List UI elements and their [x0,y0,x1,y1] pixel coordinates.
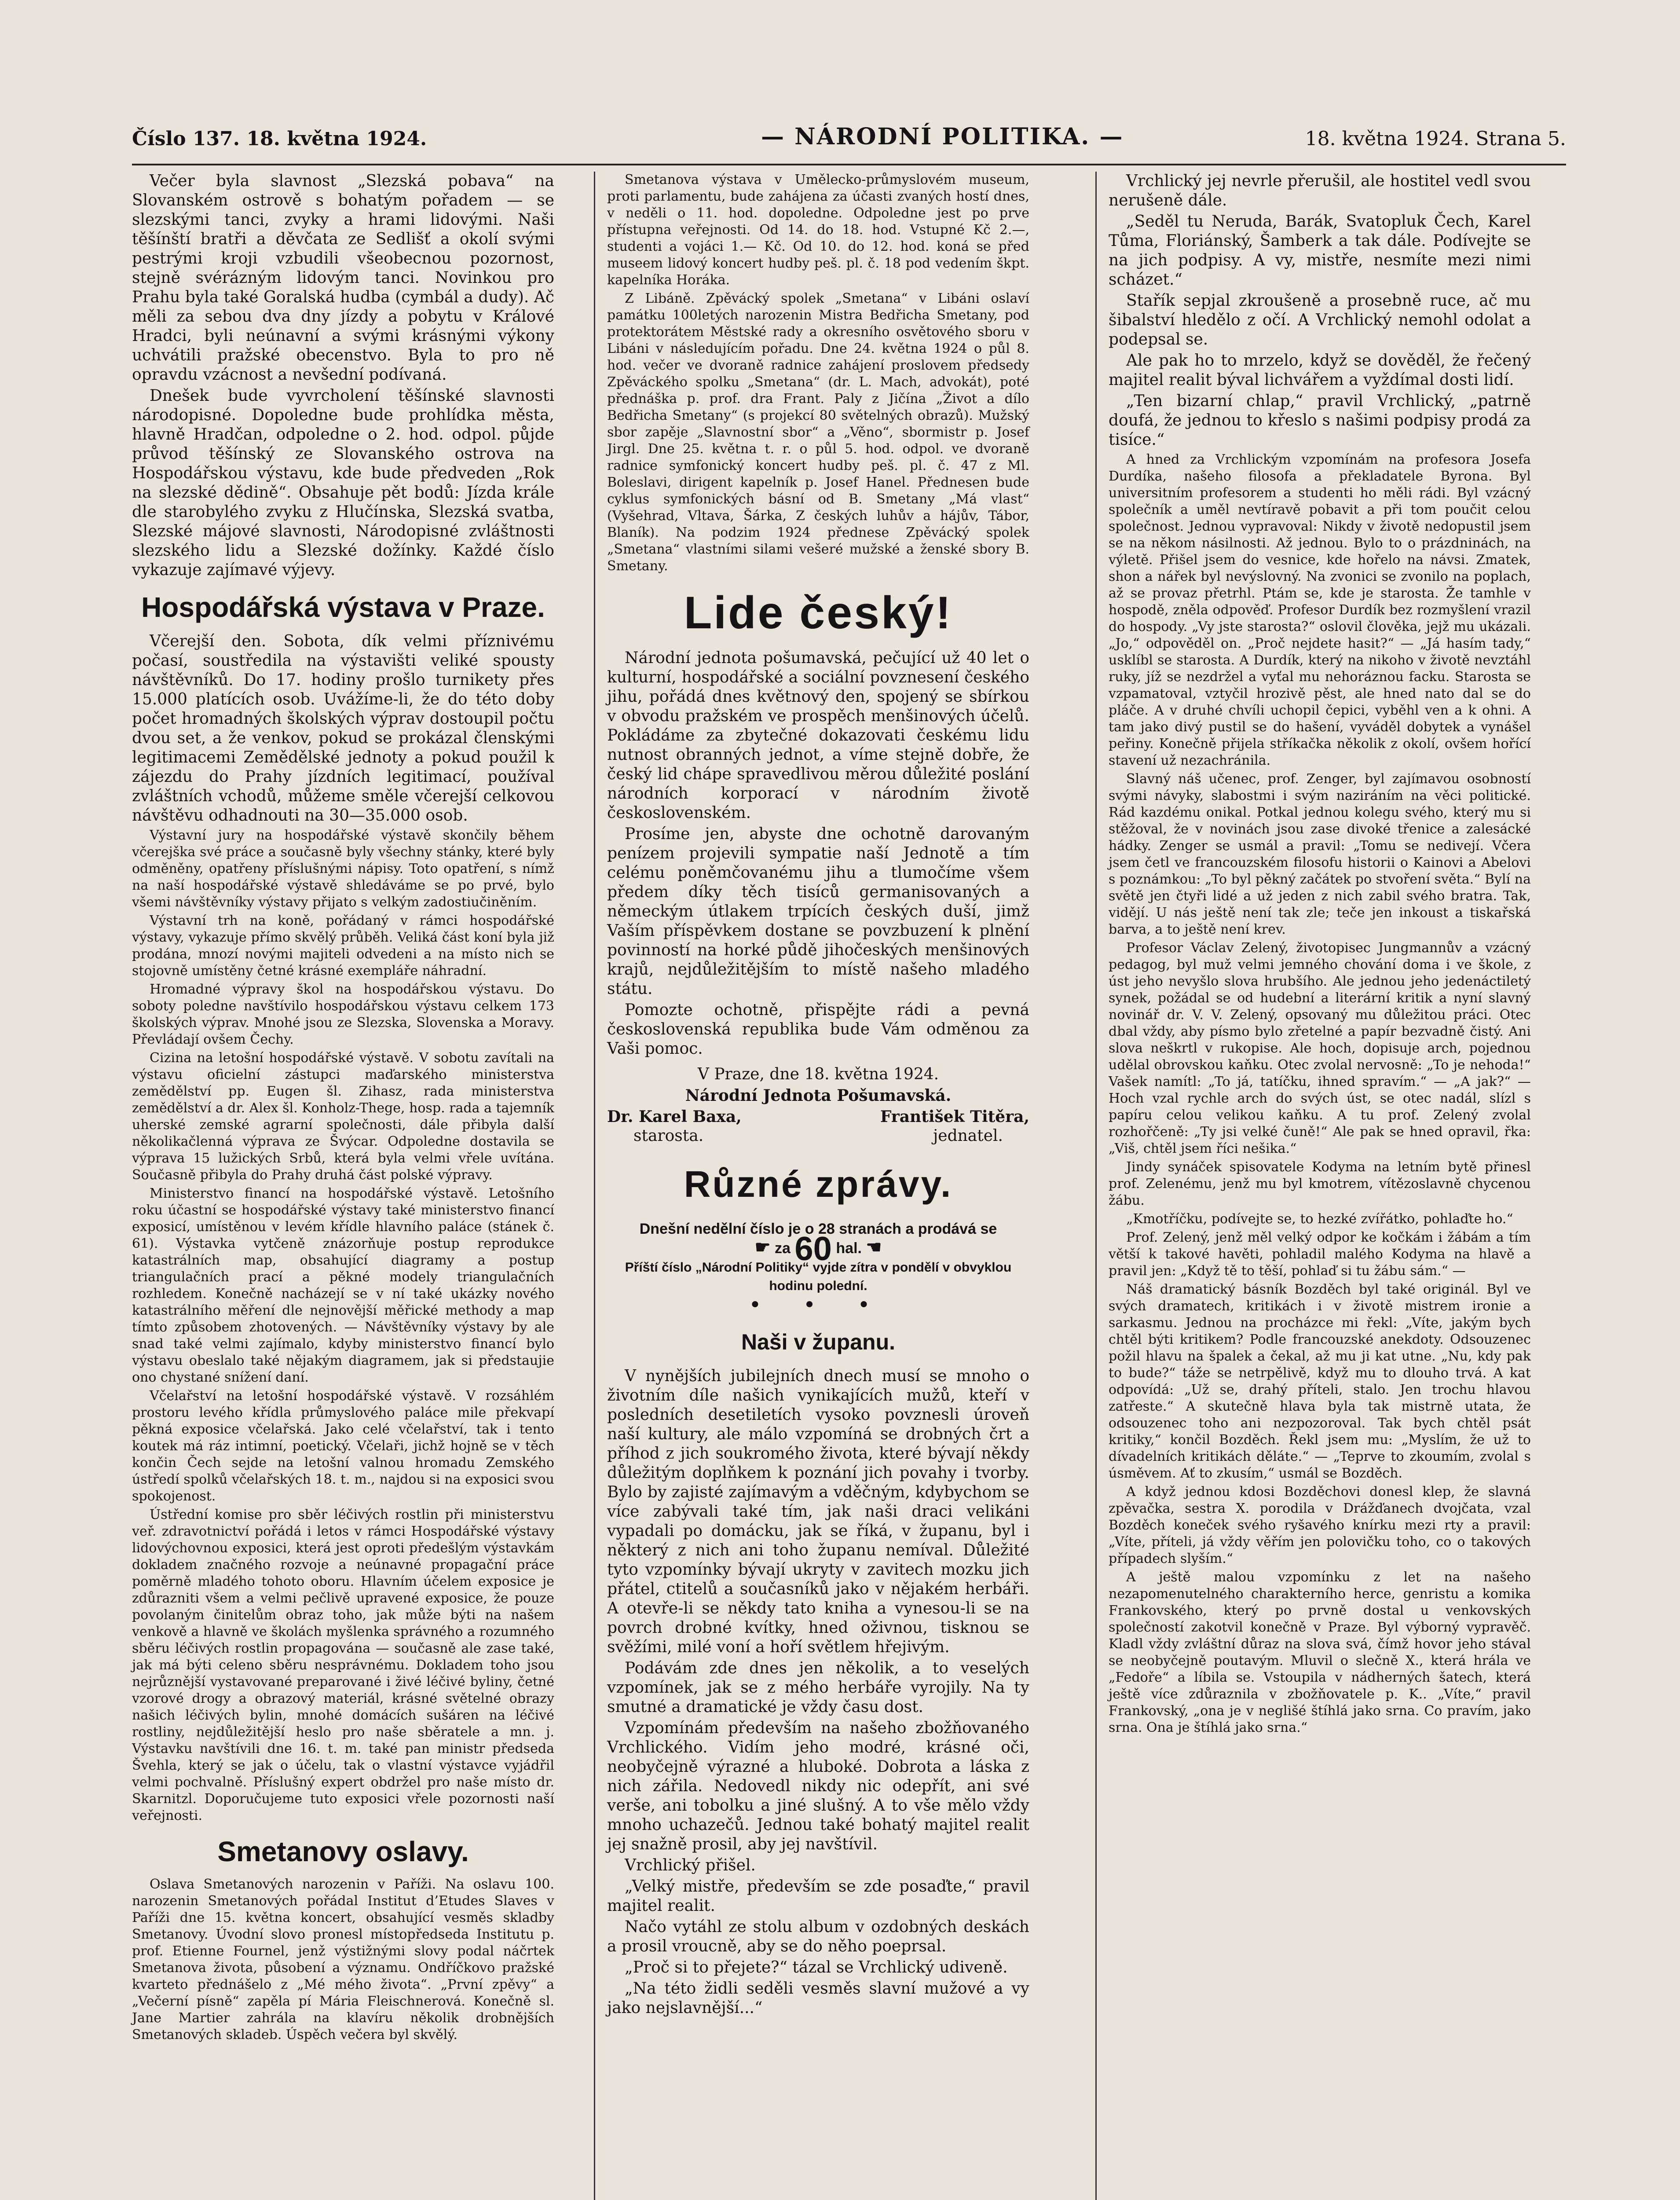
article-paragraph: Vrchlický přišel. [625,1856,756,1875]
organization-name: Národní Jednota Pošumavská. [685,1086,952,1105]
header-rule [132,164,1566,165]
article-paragraph: Profesor Václav Zelený, životopisec Jungmannův a vzácný pedagog, byl muž velmi jemného chování doma i ve škole, z úst jeho nevyšlo slova hrubšího. Ale jednou jeho jedenáctiletý synek, požádal se od hudební a literární kritik a nyní slavný novinář dr. V. V. Zelený, opsovaný mu důležitou práci. Otec dbal vždy, aby písmo bylo zřetelné a papír bezvadně čistý. Ani slova neškrtl v rukopise. Ale hoch, dopisuje arch, pojednou udělal obrovskou kaňku. Otec zvolal nervosně: „To je nehoda!“ Vašek namítl: „To já, tatíčku, ihned spravím.“ — „A jak?“ — Hoch vzal rychle arch do svých úst, se otec nadál, slízl s papíru celou velikou kaňku. A tu prof. Zelený zvolal rozhořčeně: „Ty jsi velké čuně!“ Ale pak se hned opravil, řka: „Viš, chtěl jsem říci nešika.“ [1109,940,1531,1156]
article-paragraph: Včerejší den. Sobota, dík velmi příznivému počasí, soustředila na výstavišti veliké spousty návštěvníků. Do 17. hodiny prošlo turnikety přes 15.000 platících osob. Uvážíme-li, že do této doby počet hromadných školských výprav dostoupil počtu dvou set, a že venkov, pokud se prokázal členskými legitimacemi Zemědělské jednoty a pokud použil k zájezdu do Prahy jízdních legitimací, používal zvláštních vchodů, můžeme směle včerejší celkovou návštěvu odhadnouti na 30—35.000 osob. [132,632,554,825]
article-paragraph: Slavný náš učenec, prof. Zenger, byl zajímavou osobností svými návyky, slabostmi i svým naziráním na věci politické. Rád kazdému onikal. Potkal jednou kolegu svého, který mu si stěžoval, že v novinách jsou zase divoké třenice a zalesácké hádky. Zenger se usmál a pravil: „Tomu se nedivejí. Včera jsem četl ve francouzském filosofu historii o Kainovi a Abelovi s poznámkou: „To byl pěkný začátek po stvoření světa.“ Bylí na světě jen čtyři lidé a už jeden z nich zabil svého bratra. Tak, vidějí. U nás ještě není tak zle; teče jen inkoust a tiskařská barva, a to ještě není krev. [1109,771,1531,937]
article-paragraph: „Kmotříčku, podívejte se, to hezké zvířátko, pohlaďte ho.“ [1126,1211,1513,1227]
column-2 [607,172,1029,2020]
section-heading-ruzne: Různé zprávy. [684,1163,953,1205]
dateline: V Praze, dne 18. května 1924. [697,1065,939,1083]
pointing-hand-right-icon: ☛ [754,1238,771,1257]
signature-roles [607,1126,1029,1146]
promo-note-pages: Dnešní nedělní číslo je o 28 stranách a prodává se [639,1221,997,1237]
article-paragraph: „Ten bizarní chlap,“ pravil Vrchlický, „patrně doufá, že jednou to křeslo s našimi podpisy prodá za tisíce.“ [1109,392,1531,449]
promo-next-issue: Příští číslo „Národní Politiky“ vyjde zítra v pondělí v obvyklou hodinu polední. [625,1260,1012,1294]
pointing-hand-left-icon: ☚ [866,1238,882,1257]
article-paragraph: Oslava Smetanových narozenin v Paříži. Na oslavu 100. narozenin Smetanových pořádal Institut d’Etudes Slaves v Paříži dne 15. května koncert, obsahující vesměs skladby Smetanovy. Úvodní slovo pronesl místopředseda Institutu p. prof. Etienne Fournel, jenž výstižnými slovy podal náčrtek Smetanova života, působení a významu. Ondříčkovo pražské kvarteto přednášelo z „Mé mého života“. „První zpěvy“ a „Večerní písně“ zapěla pí Mária Fleischnerová. Konečně sl. Jane Martier zahrála na klavíru několik drobnějších Smetanových skladeb. Úspěch večera byl skvělý. [132,1877,554,2042]
article-paragraph: Výstavní jury na hospodářské výstavě skončily během včerejška své práce a současně byly všechny stánky, které byly odměněny, opatřeny příslušnými nápisy. Toto opatření, s nímž na naší hospodářské výstavě shledáváme se po prvé, bylo všemi návštěvníky výstavy přijato s velkým zadostiučiněním. [132,828,554,910]
article-paragraph: Ale pak ho to mrzelo, když se dověděl, že řečený majitel realit býval lichvářem a vyždímal dosti lidí. [1109,352,1531,389]
article-paragraph: A hned za Vrchlickým vzpomínám na profesora Josefa Durdíka, našeho filosofa a překladatele Byrona. Byl universitním profesorem a studenti ho měli rádi. Byl vzácný společník a uměl nevtíravě pobavit a při tom poučit celou společnost. Jednou vypravoval: Nikdy v životě nedopustil jsem se na někom násilnosti. Až jednou. Bylo to o prázdninách, na výletě. Přišel jsem do vesnice, kde hořelo na návsi. Zmatek, shon a nářek byl nevýslovný. Na zvonici se zvonilo na poplach, až se provaz přetrhl. Ptám se, kde je starosta. Že tamhle v hospodě, zněla odpověď. Profesor Durdík bez rozmyšlení vrazil do hospody. „Vy jste starosta?“ oslovil člověka, jejž mu ukázali. „Jo,“ odpověděl on. „Proč nejdete hasit?“ — „Já hasím tady,“ usklíbl se starosta. A Durdík, který na nikoho v životě nevztáhl ruky, jíž se nezdržel a vyťal mu nehoráznou facku. Starosta se vzpamatoval, vztyčil hrozivě pěst, ale hned nato dal se do pláče. A v druhé chvíli uchopil čepici, vyběhl ven a k ohni. A tam jako divý pustil se do hašení, vyváděl dobytek a vynášel peřiny. Konečně přijela stříkačka několik z okolí, ovšem hořící stavení už nezachránila. [1109,452,1531,768]
promo-price-line [607,1230,1029,1268]
section-heading-vystava: Hospodářská výstava v Praze. [141,591,545,623]
signatures [607,1107,1029,1126]
column-3 [1109,172,1531,1738]
column-divider-2 [1095,172,1097,2200]
article-paragraph: Vzpomínám především na našeho zbožňovaného Vrchlického. Vidím jeho modré, krásné oči, neobyčejně výrazné a hluboké. Dobrota a láska z nich zářila. Nedovedl nikdy nic odepřít, ani své verše, ani tobolku a jiné slušný. A to vše mělo vždy mnoho uchazečů. Jednou také bohatý majitel realit jej snažně prosil, aby jej navštívil. [607,1719,1029,1854]
appeal-paragraph: Národní jednota pošumavská, pečující už 40 let o kulturní, hospodářské a sociální povznesení českého jihu, pořádá dnes květnový den, spojený se sbírkou v obvodu pražském ve prospěch menšinových účelů. Pokládáme za zbytečné dokazovati českému lidu nutnost obranných jednot, a víme stejně dobře, že český lid chápe spravedlivou měrou důležité poslání národních korporací v národním životě československém. [607,649,1029,822]
signature-left-role: starosta. [633,1127,704,1145]
article-paragraph: Výstavní trh na koně, pořádaný v rámci hospodářské výstavy, vykazuje přímo skvělý průběh. Veliká část koní byla již prodána, mnozí novými majiteli odvedeni a na místo nich se stojovně umístěny četné krásné exempláře náhradní. [132,913,554,979]
article-paragraph: „Velký mistře, především se zde posaďte,“ pravil majitel realit. [607,1877,1029,1915]
article-paragraph: „Proč si to přejete?“ tázal se Vrchlický udiveně. [625,1958,1008,1977]
article-paragraph: Načo vytáhl ze stolu album v ozdobných deskách a prosil vroucně, aby se do něho poeprsal. [607,1918,1029,1956]
article-paragraph: Jindy synáček spisovatele Kodyma na letním bytě přinesl prof. Zelenému, jenž mu byl kmotrem, vítězoslavně chycenou žábu. [1109,1159,1531,1208]
article-paragraph: A když jednou kdosi Bozděchovi donesl klep, že slavná zpěvačka, sestra X. porodila v Drážďanech dvojčata, vzal Bozděch koneček svého ryšavého knírku mezi rty a pravil: „Víte, příteli, já vždy věřím jen polovičku toho, co o takových případech slyším.“ [1109,1484,1531,1566]
section-heading-zupan: Naši v županu. [741,1330,896,1355]
promo-hal: hal. [836,1240,862,1257]
article-paragraph: Podávám zde dnes jen několik, a to veselých vzpomínek, jak se z mého herbáře vyrojily. Na ty smutné a dramatické je vždy času dost. [607,1659,1029,1716]
signature-right-name: František Titěra, [880,1107,1029,1126]
separator-dots: • • • [749,1293,888,1318]
article-paragraph: Večer byla slavnost „Slezská pobava“ na Slovanském ostrově s bohatým pořadem — se slezskými tanci, zvyky a hrami lidovými. Naši těšínští bratři a děvčata ze Sedlišť a okolí svými pestrými kroji vzbudili všeobecnou pozornost, stejně svérázným lidovým tanci. Novinkou pro Prahu byla také Goralská hudba (cymbál a dudy). Ač měli za sebou dva dny jízdy a pobytu v Králové Hradci, byli neúnavní a svými krásnými výkony uchvátili pražské obecenstvo. Byla to pro ně opravdu vzácnost a nevšední podívaná. [132,172,554,384]
article-paragraph: Vrchlický jej nevrle přerušil, ale hostitel vedl svou nerušeně dále. [1109,172,1531,209]
appeal-heading: Lide český! [684,587,953,638]
page-header [132,123,1566,158]
article-paragraph: Náš dramatický básník Bozděch byl také originál. Byl ve svých dramatech, kritikách i v životě mistrem ironie a sarkasmu. Jednou na procházce mi řekl: „Víte, jakým bych chtěl býti kritikem? Podle francouzské anekdoty. Odsouzenec požil hlavu na špalek a čekal, až mu ji kat utne. „Nu, kdy pak to bude?“ táže se netrpělivě, když mu to dlouho trvá. A kat odpovídá: „Už se, drahý příteli, stalo. Jen trochu hlavou zatřeste.“ A skutečně hlava byla tak mistrně utata, že odsouzenec toho ani nezpozoroval. Tak bych chtěl psát kritiky,“ končil Bozděch. Řekl jsem mu: „Myslím, že už to dívadelních kritikách děláte.“ — „Teprve to zkoumím, zvolal s úsměvem. Ať to zkusím,“ usmál se Bozděch. [1109,1282,1531,1481]
column-1 [132,172,554,2045]
promo-za: za [775,1240,791,1257]
issue-number-date: Číslo 137. 18. května 1924. [132,128,427,150]
promo-price: 60 [794,1230,832,1268]
appeal-paragraph: Prosíme jen, abyste dne ochotně darovaným penízem projevili sympatie naší Jednotě a tím celému poněmčovanému jihu a tlumočíme všem předem díky těch tisíců germanisovaných a německým útlakem trpících českých duší, jimž Vaším příspěvkem dostane se povzbuzení k plnění povinností na horké půdě jihočeských menšinových krajů, nejdůležitějším to místě našeho mladého státu. [607,825,1029,998]
article-paragraph: Smetanova výstava v Umělecko-průmyslovém museum, proti parlamentu, bude zahájena za účasti zvaných hostí dnes, v neděli o 11. hod. dopoledne. Odpoledne jest po prve přístupna veřejnosti. Od 14. do 18. hod. Vstupné Kč 2.—, studenti a vojáci 1.— Kč. Od 10. do 12. hod. koná se před museem lidový koncert hudby peš. pl. č. 18 pod vedením škpt. kapelníka Horáka. [607,172,1029,288]
article-paragraph: V nynějších jubilejních dnech musí se mnoho o životním díle našich vynikajících mužů, kteří v posledních desetiletích vysoko povznesli úroveň naší kultury, ale málo vzpomíná se drobných črt a příhod z jich soukromého života, které bývají někdy důležitým doplňkem k poznání jich povahy i tvorby. Bylo by zajisté zajímavým a vděčným, kdybychom se více zabývali také tím, jak naši draci velikáni vypadali po domácku, jak se říká, v županu, byl i některý z nich ani toho županu nemíval. Důležité tyto vzpomínky bývají ukryty v zavitech mozku jich přátel, ctitelů a současníků jako v nějakém herbáři. A otevře-li se někdy tato kniha a vynesou-li se na povrch drobné kvítky, hned oživnou, tisknou se svěžími, milé voní a hoří světlem hřejivým. [607,1367,1029,1657]
article-paragraph: „Na této židli seděli vesměs slavní mužové a vy jako nejslavnější...“ [607,1980,1029,2017]
article-paragraph: Dnešek bude vyvrcholení těšínské slavnosti národopisné. Dopoledne bude prohlídka města, hlavně Hradčan, odpoledne o 2. hod. odpol. půjde průvod těšínský ze Slovanského ostrova na Hospodářskou výstavu, kde bude předveden „Rok na slezské dědině“. Obsahuje pět bodů: Jízda krále dle starobylého zvyku z Hlučínska, Slezská svatba, Slezské májové slavnosti, Národopisné zvláštnosti slezského lidu a Slezské dožínky. Každé číslo vykazuje zajímavé výjevy. [132,387,554,579]
appeal-paragraph: Pomozte ochotně, přispějte rádi a pevná československá republika bude Vám odměnou za Vaši pomoc. [607,1001,1029,1058]
column-divider-1 [594,172,595,2200]
page-date-number: 18. května 1924. Strana 5. [1305,128,1566,150]
article-paragraph: Včelařství na letošní hospodářské výstavě. V rozsáhlém prostoru levého křídla průmyslového paláce mile překvapí pěkná exposice včelařská. Jako celé včelařství, tak i tento koutek má ráz intimní, poetický. Včelaři, jichž hojně se v těch končin Čech sejde na letošní valnou hromadu Zemského ústředí spolků včelařských 18. t. m., najdou si na exposici svou spokojenost. [132,1388,554,1504]
article-paragraph: Hromadné výpravy škol na hospodářskou výstavu. Do soboty poledne navštívilo hospodářskou výstavu celkem 173 školských výprav. Mnohé jsou ze Slezska, Slovenska a Moravy. Převládají ovšem Čechy. [132,982,554,1047]
article-paragraph: „Seděl tu Neruda, Barák, Svatopluk Čech, Karel Tůma, Floriánský, Šamberk a tak dále. Podívejte se na jich podpisy. A vy, mistře, nesmíte mezi nimi scházet.“ [1109,213,1531,289]
signature-right-role: jednatel. [933,1127,1003,1145]
article-paragraph: Cizina na letošní hospodářské výstavě. V sobotu zavítali na výstavu oficielní zástupci maďarského ministerstva zemědělství pp. Eugen šl. Zihasz, rada ministerstva zemědělství a dr. Alex šl. Konholz-Thege, hosp. rada a tajemník uherské zemské agrarní společnosti, dále přibyla další několikačlenná výprava ze Švýcar. Odpoledne dostavila se výprava 15 lužických Srbů, která byla velmi vřele uvítána. Současně přibyla do Prahy druhá část polské výpravy. [132,1050,554,1183]
article-paragraph: Ministerstvo financí na hospodářské výstavě. Letošního roku účastní se hospodářské výstavy také ministerstvo financí exposicí, umístěnou v levém křídle hlavního paláce (stánek č. 61). Výstavka vytčeně znázorňuje postup reprodukce katastrálních map, obsahující diagramy a postup triangulačních prací a pěkné modely triangulačních rozhledem. Konečně nacházejí se v ní také ukázky nového katastrálního měření dle nejnovější měřické methody a map tímto způsobem zhotovených. — Návštěvníky výstavy by ale snad také velmi zajímalo, kdyby ministerstvo financí bylo výstavu obeslalo také nějakým diagramem, jak si předstaujie ono chystané snížení daní. [132,1186,554,1385]
article-paragraph: Prof. Zelený, jenž měl velký odpor ke kočkám i žábám a tím větší k takové havěti, pohladil malého Kodyma na hlavě a pravil jen: „Když tě to těší, pohlaď si tu žábu sám.“ — [1109,1230,1531,1279]
article-paragraph: A ještě malou vzpomínku z let na našeho nezapomenutelného charakterního herce, genristu a komika Frankovského, který po prvně dostal u venkovských společností zakotvil konečně v Praze. Byl výborný vypravěč. Kladl vždy zvláštní důraz na slova svá, čímž hovor jeho stával se neobyčejně poutavým. Mluvil o slečně X., která hrála ve „Fedoře“ a líbila se. Vstoupila v nádherných šatech, která ještě více zdůraznila v zbožňovatele p. K.. „Víte,“ pravil Frankovský, „ona je v neglišé štíhlá jako srna. Co pravím, jako srna. Ona je štíhlá jako srna.“ [1109,1569,1531,1735]
signature-left-name: Dr. Karel Baxa, [607,1107,742,1126]
section-heading-smetana: Smetanovy oslavy. [217,1836,469,1867]
article-paragraph: Stařík sepjal zkroušeně a prosebně ruce, ač mu šibalství hledělo z očí. A Vrchlický nemohl odolat a podepsal se. [1109,292,1531,348]
article-paragraph: Ústřední komise pro sběr léčivých rostlin při ministerstvu veř. zdravotnictví pořádá i letos v rámci Hospodářské výstavy lidovýchovnou exposici, která jest oproti předešlým výstavkám dokladem značného rozvoje a neúnavné propagační práce poměrně mladého tohoto oboru. Hlavním účelem exposice je zdůrazniti všem a velmi pečlivě upravené exposice, že pouze povolaným činitelům obraz toho, jak může býti na našem venkově a hlavně ve školách myšlenka správného a rozumného sběru léčivých rostlin propagována — současně ale zase také, jak má býti celeno sběru nesprávnému. Dokladem toho jsou nejrůznější vystavované preparované i živé léčivé byliny, četné vzorové drogy a obrazový materiál, krásné světelné obrazy našich léčivých bylin, mnohé domácích sušáren na léčivé rostliny, nejdůležitější heslo pro naše sběratele a mn. j. Výstavku navštívili dne 16. t. m. také pan ministr předseda Švehla, který se jak o účelu, tak o vlastní výstavce vyjádřil velmi pochvalně. Příslušný expert obdržel pro naše místo dr. Skarnitzl. Doporučujeme tuto exposici vřele pozornosti naší veřejnosti. [132,1507,554,1823]
masthead-title: — NÁRODNÍ POLITIKA. — [761,123,1124,150]
article-paragraph: Z Libáně. Zpěvácký spolek „Smetana“ v Libáni oslaví památku 100letých narozenin Mistra Bedřicha Smetany, pod protektorátem Městské rady a okresního osvětového sboru v Libáni v následujícím pořadu. Dne 24. května 1924 o půl 8. hod. večer ve dvoraně radnice zahájení proslovem předsedy Zpěváckého spolku „Smetana“ (dr. L. Mach, advokát), poté přednáška p. prof. dra Frant. Paly z Jičína „Život a dílo Bedřicha Smetany“ (s projekcí 80 světelných obrazů). Mužský sbor zapěje „Slavnostní sbor“ a „Věno“, sbormistr p. Josef Jirgl. Dne 25. května t. r. o půl 5. hod. odpol. ve dvoraně radnice symfonický koncert hudby peš. pl. č. 47 z Ml. Boleslavi, dirigent kapelník p. Josef Hanel. Přednesen bude cyklus symfonických básní od B. Smetany „Má vlast“ (Vyšehrad, Vltava, Šárka, Z českých luhův a hájův, Tábor, Blaník). Na podzim 1924 přednese Zpěvácký spolek „Smetana“ vlastními silami vešeré mužské a ženské sbory B. Smetany. [607,291,1029,574]
